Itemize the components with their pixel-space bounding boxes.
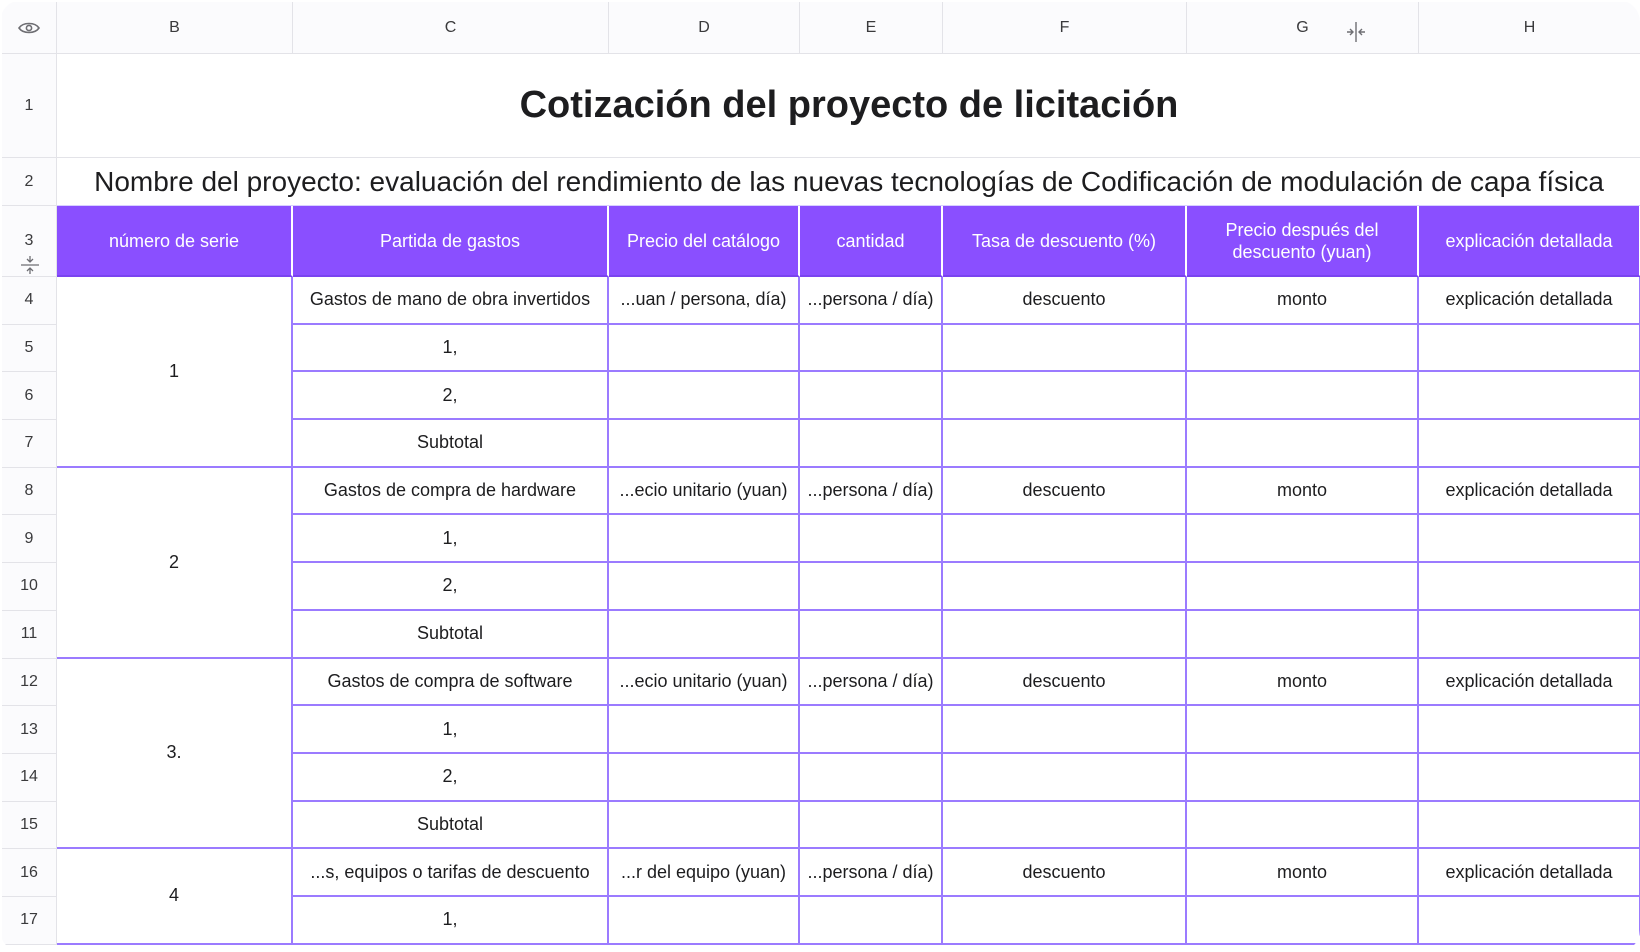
row-header-5[interactable]: 5: [2, 325, 57, 373]
table-cell[interactable]: [609, 420, 800, 468]
header-expense-item[interactable]: Partida de gastos: [293, 206, 609, 277]
table-cell[interactable]: explicación detallada: [1419, 468, 1640, 516]
table-cell[interactable]: ...persona / día): [800, 468, 943, 516]
sheet-title[interactable]: Cotización del proyecto de licitación: [57, 54, 1640, 158]
header-serial-number[interactable]: número de serie: [57, 206, 293, 277]
table-cell[interactable]: [1187, 706, 1419, 754]
table-cell[interactable]: descuento: [943, 277, 1187, 325]
table-cell[interactable]: [800, 897, 943, 945]
table-cell[interactable]: [800, 611, 943, 659]
table-cell[interactable]: ...ecio unitario (yuan): [609, 659, 800, 707]
column-header-d[interactable]: D: [609, 2, 800, 54]
column-header-b[interactable]: B: [57, 2, 293, 54]
table-cell[interactable]: [1419, 563, 1640, 611]
table-cell[interactable]: [609, 325, 800, 373]
table-cell[interactable]: Gastos de compra de software: [293, 659, 609, 707]
row-header-2[interactable]: 2: [2, 158, 57, 206]
table-cell[interactable]: [800, 515, 943, 563]
row-header-1[interactable]: 1: [2, 54, 57, 158]
table-cell[interactable]: [800, 325, 943, 373]
table-cell[interactable]: Gastos de mano de obra invertidos: [293, 277, 609, 325]
serial-number-cell[interactable]: 2: [57, 468, 293, 659]
table-cell[interactable]: Subtotal: [293, 420, 609, 468]
project-name-cell[interactable]: Nombre del proyecto: evaluación del rendimiento de las nuevas tecnologías de Codificación de modulación de capa física: [57, 158, 1640, 206]
table-cell[interactable]: 1,: [293, 897, 609, 945]
table-cell[interactable]: Gastos de compra de hardware: [293, 468, 609, 516]
table-cell[interactable]: monto: [1187, 659, 1419, 707]
table-cell[interactable]: ...uan / persona, día): [609, 277, 800, 325]
table-cell[interactable]: Subtotal: [293, 611, 609, 659]
header-discounted-price[interactable]: Precio después del descuento (yuan): [1187, 206, 1419, 277]
table-cell[interactable]: ...ecio unitario (yuan): [609, 468, 800, 516]
table-cell[interactable]: 1,: [293, 515, 609, 563]
table-cell[interactable]: [1419, 611, 1640, 659]
table-cell[interactable]: [943, 754, 1187, 802]
header-discount-rate[interactable]: Tasa de descuento (%): [943, 206, 1187, 277]
table-cell[interactable]: [1419, 897, 1640, 945]
table-cell[interactable]: monto: [1187, 277, 1419, 325]
table-cell[interactable]: ...r del equipo (yuan): [609, 849, 800, 897]
table-cell[interactable]: [800, 420, 943, 468]
table-cell[interactable]: [943, 325, 1187, 373]
table-cell[interactable]: [1187, 611, 1419, 659]
table-cell[interactable]: [1187, 802, 1419, 850]
table-cell[interactable]: descuento: [943, 468, 1187, 516]
table-cell[interactable]: [943, 372, 1187, 420]
table-cell[interactable]: [1187, 325, 1419, 373]
sheet-grid: [2, 2, 1640, 945]
table-cell[interactable]: [943, 611, 1187, 659]
row-header-16[interactable]: 16: [2, 849, 57, 897]
table-cell[interactable]: ...persona / día): [800, 659, 943, 707]
table-cell[interactable]: explicación detallada: [1419, 659, 1640, 707]
column-resize-icon[interactable]: [1344, 20, 1368, 44]
table-cell[interactable]: ...persona / día): [800, 849, 943, 897]
table-cell[interactable]: [943, 802, 1187, 850]
eye-icon[interactable]: [18, 21, 40, 35]
row-header-4[interactable]: 4: [2, 277, 57, 325]
table-cell[interactable]: [800, 372, 943, 420]
serial-number-cell[interactable]: 3.: [57, 659, 293, 850]
table-cell[interactable]: [609, 897, 800, 945]
column-header-h[interactable]: H: [1419, 2, 1640, 54]
table-cell[interactable]: [800, 754, 943, 802]
table-cell[interactable]: monto: [1187, 468, 1419, 516]
row-header-3[interactable]: 3: [2, 206, 57, 277]
table-cell[interactable]: explicación detallada: [1419, 849, 1640, 897]
table-cell[interactable]: [1187, 563, 1419, 611]
serial-number-cell[interactable]: 1: [57, 277, 293, 468]
table-cell[interactable]: [609, 706, 800, 754]
table-cell[interactable]: [1419, 802, 1640, 850]
table-cell[interactable]: [1419, 325, 1640, 373]
table-cell[interactable]: [609, 563, 800, 611]
table-cell[interactable]: [1419, 515, 1640, 563]
table-cell[interactable]: [943, 706, 1187, 754]
header-quantity[interactable]: cantidad: [800, 206, 943, 277]
table-cell[interactable]: ...persona / día): [800, 277, 943, 325]
header-details[interactable]: explicación detallada: [1419, 206, 1640, 277]
table-cell[interactable]: [1187, 897, 1419, 945]
table-cell[interactable]: [800, 802, 943, 850]
table-cell[interactable]: [609, 372, 800, 420]
table-cell[interactable]: [1187, 372, 1419, 420]
row-header-15[interactable]: 15: [2, 802, 57, 850]
table-cell[interactable]: monto: [1187, 849, 1419, 897]
table-cell[interactable]: [1419, 420, 1640, 468]
row-header-8[interactable]: 8: [2, 468, 57, 516]
row-header-10[interactable]: 10: [2, 563, 57, 611]
table-cell[interactable]: [943, 420, 1187, 468]
table-cell[interactable]: [609, 611, 800, 659]
row-header-11[interactable]: 11: [2, 611, 57, 659]
table-cell[interactable]: ...s, equipos o tarifas de descuento: [293, 849, 609, 897]
table-cell[interactable]: [609, 515, 800, 563]
table-cell[interactable]: [800, 706, 943, 754]
table-cell[interactable]: 1,: [293, 325, 609, 373]
select-all-corner[interactable]: [2, 2, 57, 54]
table-cell[interactable]: [609, 802, 800, 850]
table-cell[interactable]: [800, 563, 943, 611]
column-header-e[interactable]: E: [800, 2, 943, 54]
table-cell[interactable]: [943, 515, 1187, 563]
column-header-f[interactable]: F: [943, 2, 1187, 54]
table-cell[interactable]: 2,: [293, 563, 609, 611]
column-header-c[interactable]: C: [293, 2, 609, 54]
table-cell[interactable]: [1187, 515, 1419, 563]
table-cell[interactable]: [1187, 420, 1419, 468]
row-header-6[interactable]: 6: [2, 372, 57, 420]
table-cell[interactable]: [609, 754, 800, 802]
table-cell[interactable]: explicación detallada: [1419, 277, 1640, 325]
table-cell[interactable]: [943, 563, 1187, 611]
column-header-g[interactable]: G: [1187, 2, 1419, 54]
row-header-14[interactable]: 14: [2, 754, 57, 802]
table-cell[interactable]: [1419, 706, 1640, 754]
table-cell[interactable]: [1419, 372, 1640, 420]
row-header-9[interactable]: 9: [2, 515, 57, 563]
table-cell[interactable]: descuento: [943, 849, 1187, 897]
table-cell[interactable]: 1,: [293, 706, 609, 754]
row-header-7[interactable]: 7: [2, 420, 57, 468]
row-header-17[interactable]: 17: [2, 897, 57, 945]
row-header-13[interactable]: 13: [2, 706, 57, 754]
table-cell[interactable]: [1187, 754, 1419, 802]
table-cell[interactable]: 2,: [293, 372, 609, 420]
row-header-12[interactable]: 12: [2, 659, 57, 707]
header-catalog-price[interactable]: Precio del catálogo: [609, 206, 800, 277]
table-cell[interactable]: descuento: [943, 659, 1187, 707]
table-cell[interactable]: [943, 897, 1187, 945]
row-resize-icon[interactable]: [19, 254, 41, 276]
table-cell[interactable]: Subtotal: [293, 802, 609, 850]
serial-number-cell[interactable]: 4: [57, 849, 293, 944]
table-cell[interactable]: [1419, 754, 1640, 802]
table-cell[interactable]: 2,: [293, 754, 609, 802]
